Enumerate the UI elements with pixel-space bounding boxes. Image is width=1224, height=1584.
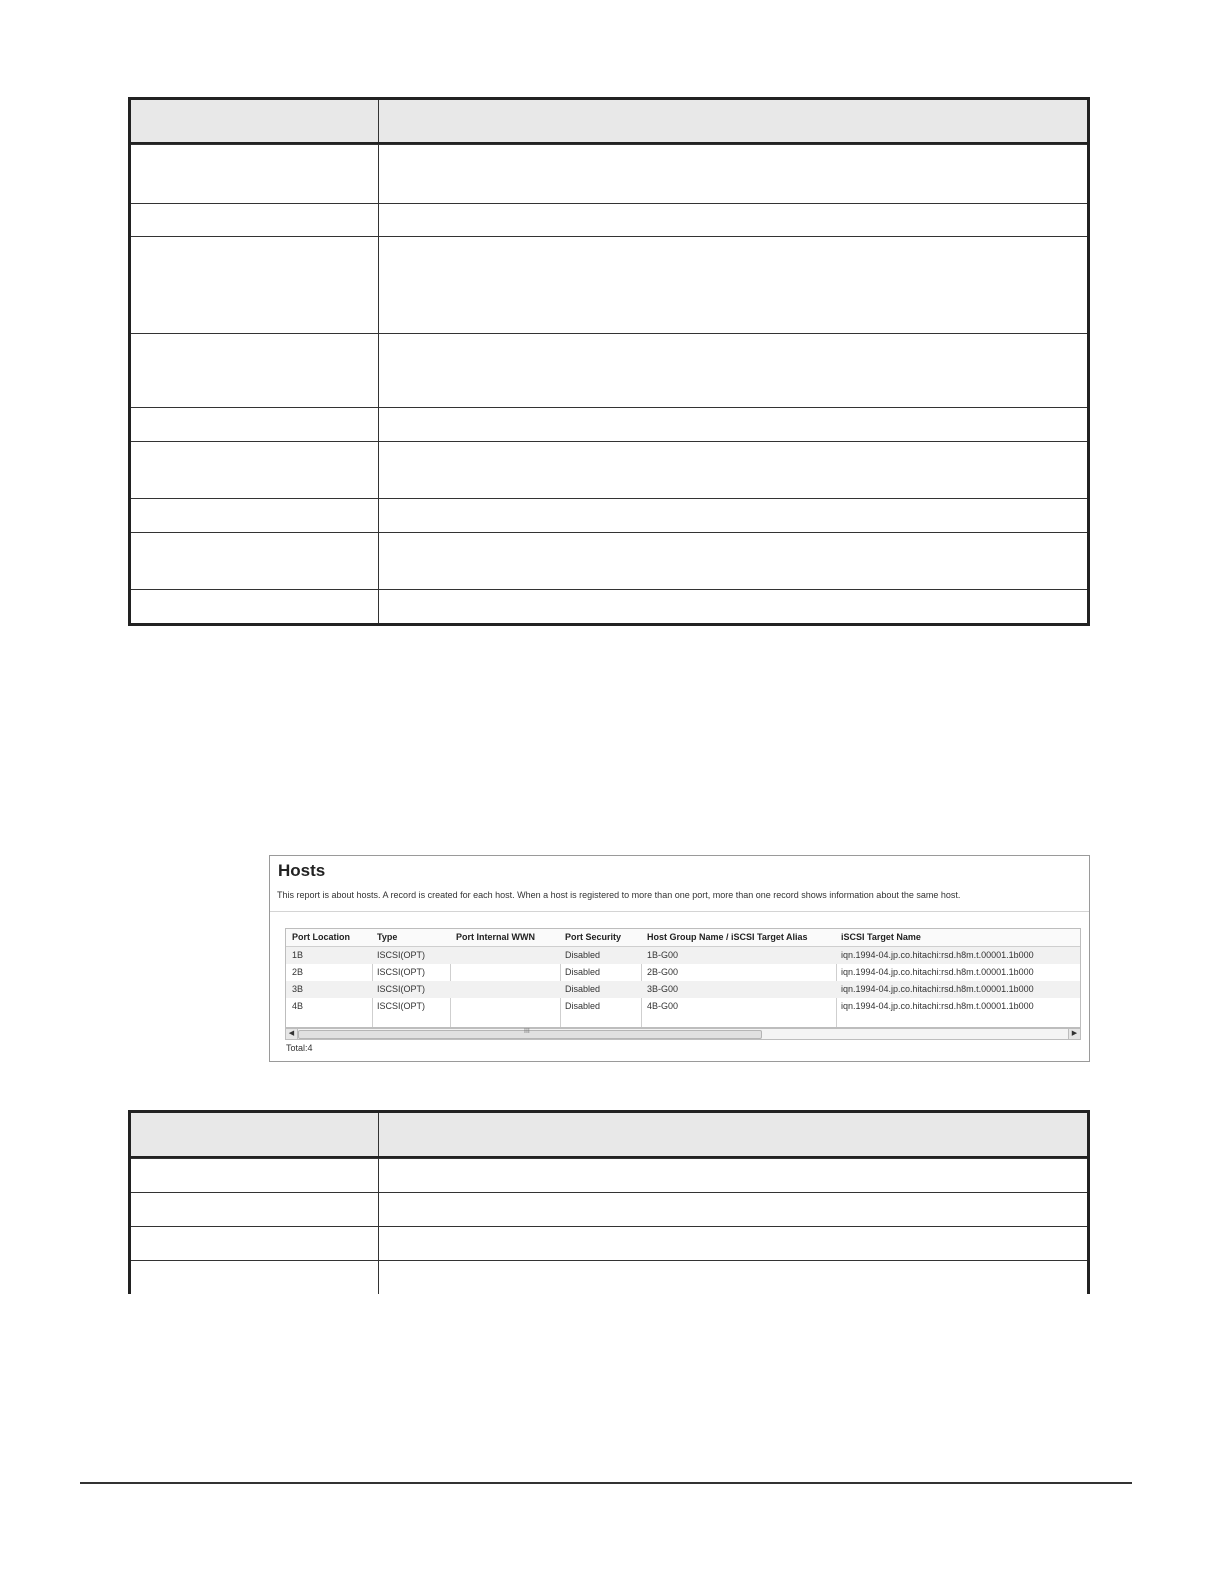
table-header-row — [286, 929, 1080, 947]
hosts-description: This report is about hosts. A record is created for each host. When a host is registered to more than one port, more than one record shows information about the same host. — [277, 890, 961, 900]
doc-table-2 — [128, 1110, 1090, 1294]
scroll-left-arrow-icon[interactable]: ◀ — [286, 1029, 298, 1039]
cell-type: ISCSI(OPT) — [377, 984, 426, 994]
table-row[interactable] — [286, 964, 1080, 981]
cell-host-group-name: 1B-G00 — [647, 950, 679, 960]
table-header-row — [131, 1113, 1087, 1158]
cell-iscsi-target-name: iqn.1994-04.jp.co.hitachi:rsd.h8m.t.00001.1b000 — [841, 950, 1034, 960]
cell-type: ISCSI(OPT) — [377, 967, 426, 977]
table-row — [131, 532, 1087, 589]
cell-port-security: Disabled — [565, 1001, 601, 1011]
cell-host-group-name: 2B-G00 — [647, 967, 679, 977]
hosts-table — [285, 928, 1081, 1028]
table-row[interactable] — [286, 981, 1080, 998]
cell-host-group-name: 4B-G00 — [647, 1001, 679, 1011]
cell-type: ISCSI(OPT) — [377, 950, 426, 960]
doc-table-1 — [128, 97, 1090, 626]
column-header-port-location[interactable]: Port Location — [292, 932, 350, 942]
table-row — [131, 589, 1087, 623]
cell-port-security: Disabled — [565, 984, 601, 994]
table-row[interactable] — [286, 947, 1080, 964]
footer-rule — [80, 1482, 1132, 1484]
table-row — [131, 144, 1087, 203]
divider — [270, 911, 1089, 912]
cell-port-location: 4B — [292, 1001, 304, 1011]
column-header-host-group-name[interactable]: Host Group Name / iSCSI Target Alias — [647, 932, 808, 942]
cell-iscsi-target-name: iqn.1994-04.jp.co.hitachi:rsd.h8m.t.00001.1b000 — [841, 967, 1034, 977]
table-row — [131, 236, 1087, 333]
table-row — [131, 333, 1087, 407]
column-header-iscsi-target-name[interactable]: iSCSI Target Name — [841, 932, 921, 942]
column-header-port-security[interactable]: Port Security — [565, 932, 622, 942]
table-row — [131, 498, 1087, 532]
cell-port-location: 1B — [292, 950, 304, 960]
cell-port-location: 2B — [292, 967, 304, 977]
table-row — [131, 1158, 1087, 1192]
scroll-grip: III — [524, 1028, 530, 1035]
table-header-row — [131, 100, 1087, 144]
cell-iscsi-target-name: iqn.1994-04.jp.co.hitachi:rsd.h8m.t.00001.1b000 — [841, 984, 1034, 994]
scroll-right-arrow-icon[interactable]: ▶ — [1068, 1029, 1080, 1039]
table-row — [131, 441, 1087, 498]
table-row — [131, 1192, 1087, 1226]
cell-port-security: Disabled — [565, 967, 601, 977]
column-header-port-internal-wwn[interactable]: Port Internal WWN — [456, 932, 535, 942]
table-row — [131, 203, 1087, 236]
cell-type: ISCSI(OPT) — [377, 1001, 426, 1011]
hosts-report-panel — [269, 855, 1090, 1062]
table-row — [131, 1226, 1087, 1260]
cell-iscsi-target-name: iqn.1994-04.jp.co.hitachi:rsd.h8m.t.00001.1b000 — [841, 1001, 1034, 1011]
cell-port-security: Disabled — [565, 950, 601, 960]
table-row — [131, 407, 1087, 441]
total-count: Total:4 — [286, 1043, 313, 1053]
horizontal-scrollbar[interactable] — [285, 1028, 1081, 1040]
table-row — [131, 1260, 1087, 1294]
hosts-title: Hosts — [278, 861, 326, 880]
scrollbar-thumb[interactable] — [298, 1030, 762, 1039]
table-row[interactable] — [286, 998, 1080, 1015]
column-header-type[interactable]: Type — [377, 932, 398, 942]
cell-port-location: 3B — [292, 984, 304, 994]
cell-host-group-name: 3B-G00 — [647, 984, 679, 994]
